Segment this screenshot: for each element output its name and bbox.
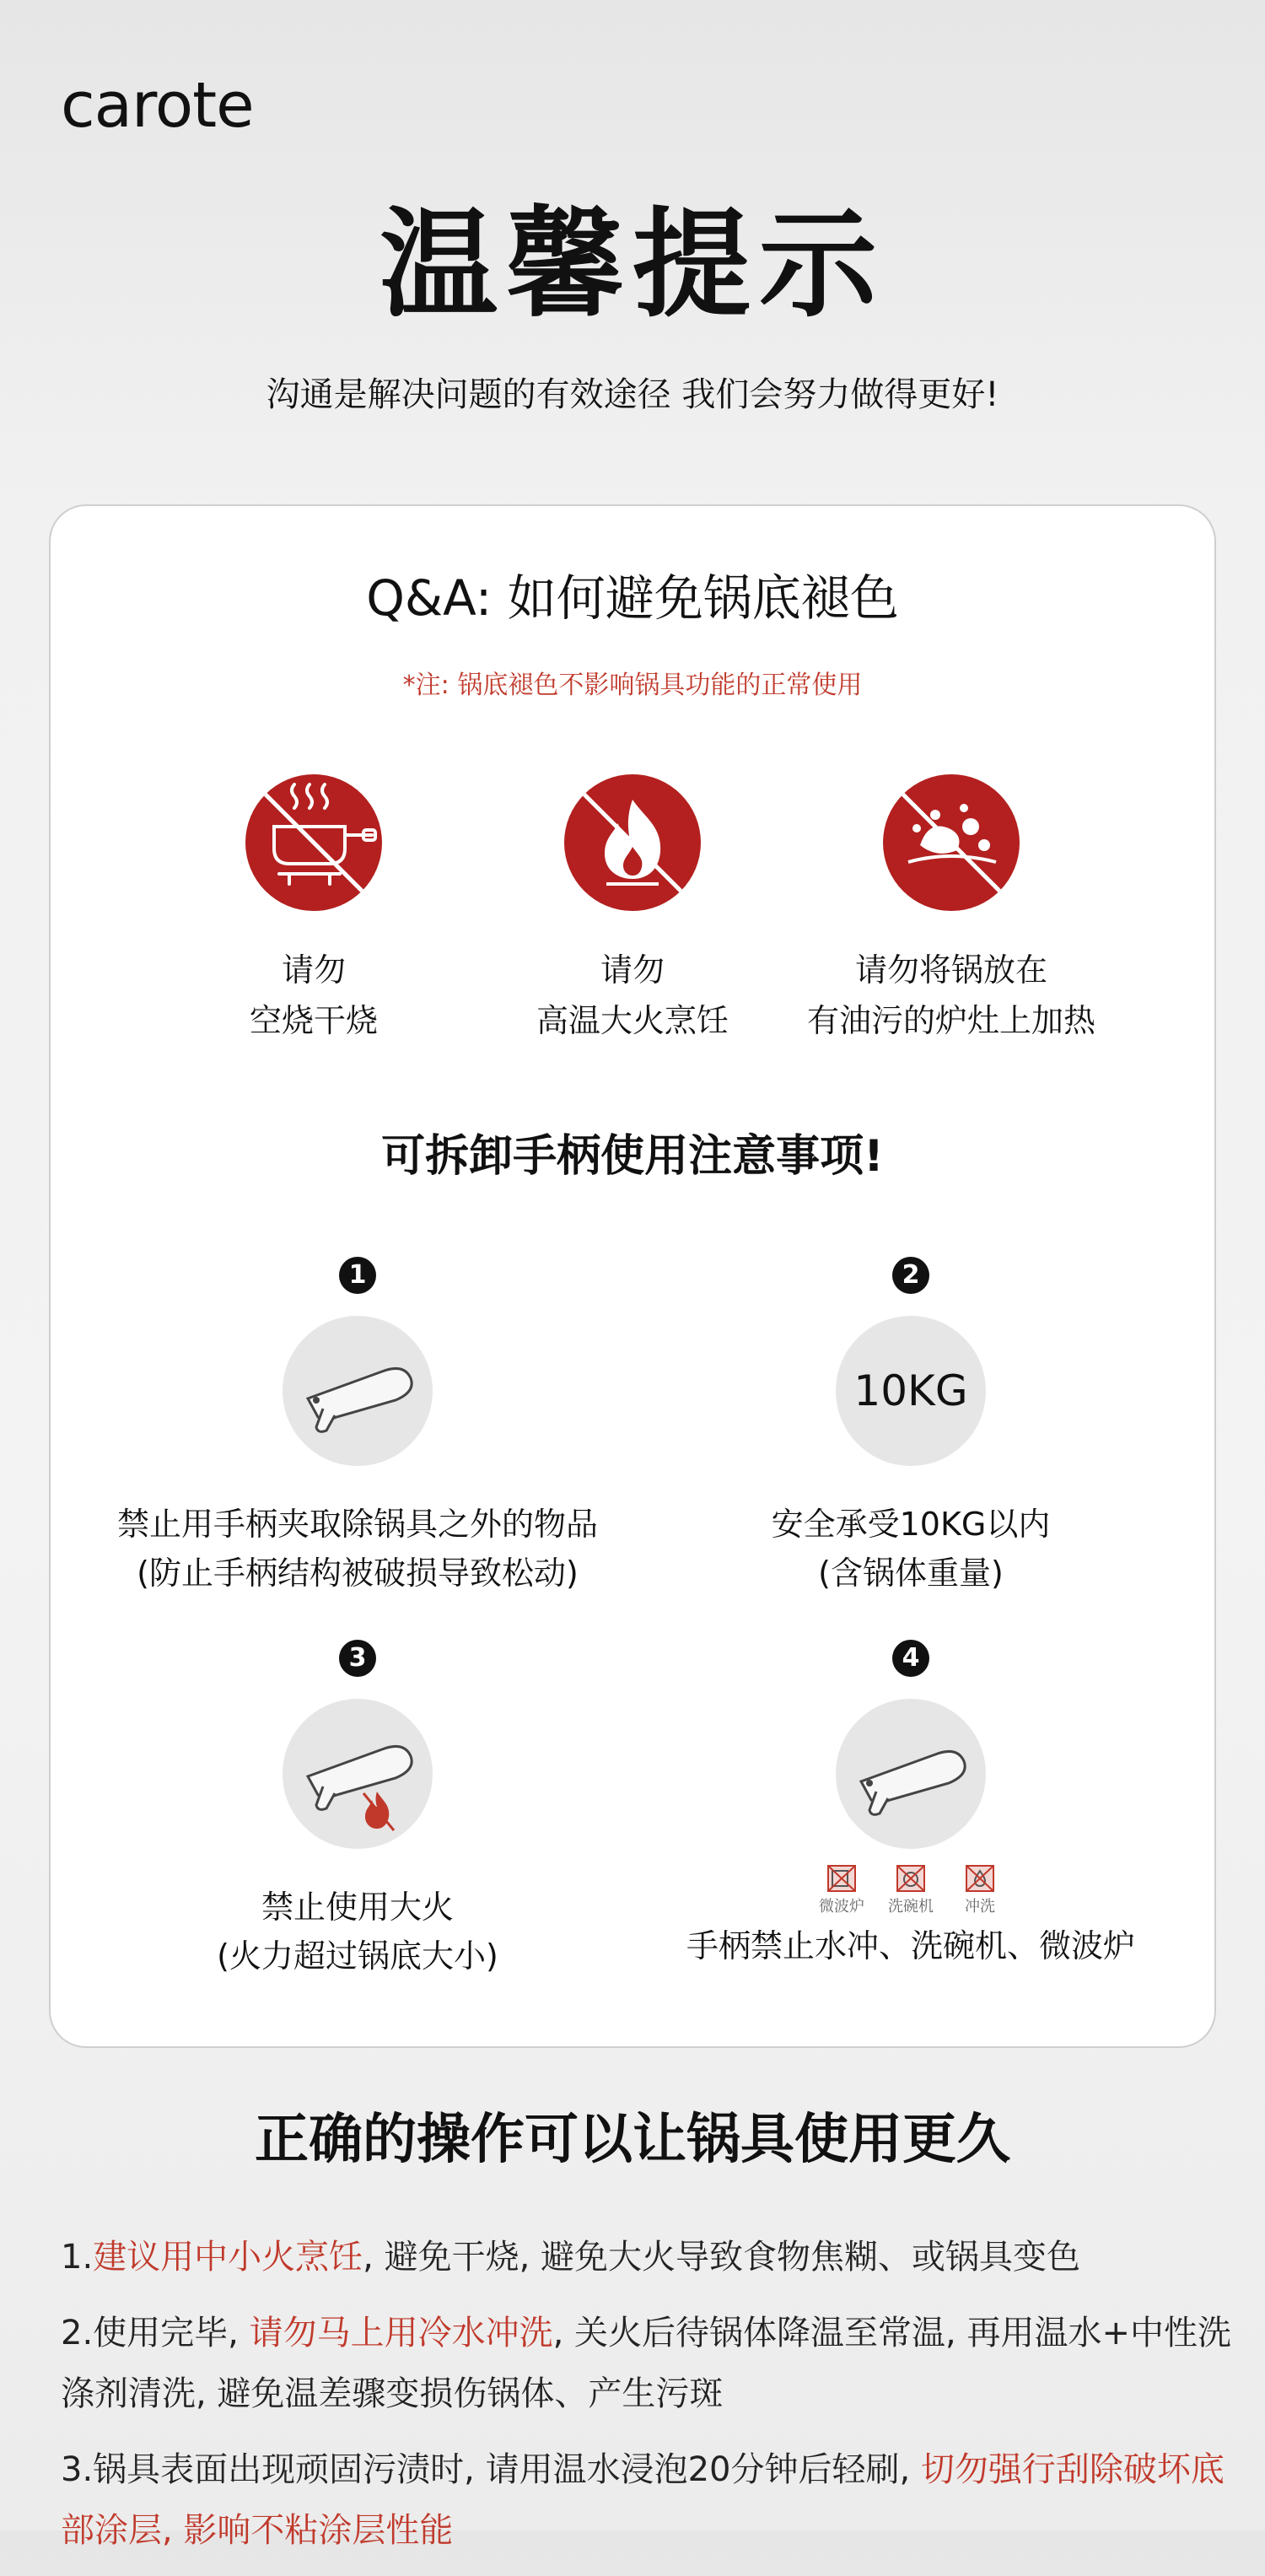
handle-item-line1: 安全承受10KG以内 (771, 1506, 1051, 1543)
handle-item-line2: (防止手柄结构被破损导致松动) (137, 1555, 579, 1592)
usage-tip-1 (61, 2227, 1233, 2288)
qa-item-dry-burn (128, 774, 499, 1046)
tips-card (49, 504, 1216, 2048)
no-high-flame-icon (564, 774, 701, 911)
tip-text: , 避免干烧, 避免大火导致食物焦糊、或锅具变色 (363, 2238, 1081, 2277)
handle-item-1 (88, 1257, 627, 1598)
handle-section-title: 可拆卸手柄使用注意事项! (381, 1131, 884, 1182)
usage-title: 正确的操作可以让锅具使用更久 (255, 2109, 1010, 2171)
no-microwave (815, 1864, 869, 1915)
no-oily-stove-icon (883, 774, 1020, 911)
handle-item-line2: (含锅体重量) (818, 1555, 1004, 1592)
handle-icon (283, 1316, 433, 1466)
tip-highlight: 切勿强行刮除破坏底部涂层, 影响不粘涂层性能 (61, 2450, 1225, 2550)
step-number: 3 (339, 1640, 376, 1677)
prohibited-methods (641, 1864, 1181, 1915)
qa-item-line1: 请勿将锅放在 (854, 951, 1047, 989)
mini-label: 洗碗机 (888, 1898, 934, 1916)
handle-item-line1: 禁止用手柄夹取除锅具之外的物品 (116, 1506, 598, 1543)
no-dishwasher (884, 1864, 938, 1915)
qa-item-line2: 高温大火烹饪 (536, 1002, 729, 1039)
tip-highlight: 建议用中小火烹饪 (93, 2238, 363, 2277)
qa-item-line2: 空烧干烧 (249, 1002, 378, 1039)
step-number: 1 (339, 1257, 376, 1294)
handle-item-line2: (火力超过锅底大小) (217, 1937, 498, 1975)
page-title: 温馨提示 (379, 197, 886, 334)
tip-text: , 关火后待锅体降温至常温, 再用温水+中性洗涤剂清洗, 避免温差骤变损伤锅体、产生污斑 (61, 2314, 1231, 2413)
weight-limit-text: 10KG (853, 1366, 968, 1415)
no-dishwasher-icon (896, 1864, 926, 1893)
usage-tips (61, 2227, 1233, 2576)
handle-item-4 (641, 1640, 1181, 1970)
no-dry-burn-icon (245, 774, 382, 911)
weight-limit-icon (836, 1316, 986, 1466)
tip-text: 3.锅具表面出现顽固污渍时, 请用温水浸泡20分钟后轻刷, (61, 2450, 921, 2489)
qa-title: Q&A: 如何避免锅底褪色 (366, 569, 899, 627)
no-rinse-icon (965, 1864, 995, 1893)
brand-logo: carote (61, 69, 254, 142)
qa-item-oily-stove (766, 774, 1137, 1046)
usage-tip-2 (61, 2303, 1233, 2424)
tip-text: 1. (61, 2238, 94, 2277)
no-rinse (953, 1864, 1007, 1915)
step-number: 4 (892, 1640, 929, 1677)
handle-icon (836, 1699, 986, 1849)
mini-label: 微波炉 (819, 1898, 864, 1916)
qa-item-line1: 请勿 (600, 951, 665, 989)
qa-note: *注: 锅底褪色不影响锅具功能的正常使用 (402, 671, 863, 700)
handle-item-2 (641, 1257, 1181, 1598)
tip-highlight: 请勿马上用冷水冲洗 (249, 2314, 553, 2352)
no-microwave-icon (826, 1864, 857, 1893)
step-number: 2 (892, 1257, 929, 1294)
usage-tip-3 (61, 2439, 1233, 2561)
mini-label: 冲洗 (965, 1898, 995, 1916)
qa-item-line1: 请勿 (281, 951, 346, 989)
qa-item-line2: 有油污的炉灶上加热 (806, 1002, 1095, 1039)
handle-item-line1: 禁止使用大火 (261, 1889, 454, 1926)
tip-text: 2.使用完毕, (61, 2314, 250, 2352)
handle-item-line1: 手柄禁止水冲、洗碗机、微波炉 (686, 1927, 1135, 1964)
handle-item-3 (88, 1640, 627, 1981)
page-subtitle: 沟通是解决问题的有效途径 我们会努力做得更好! (266, 375, 999, 414)
qa-item-high-flame (447, 774, 818, 1046)
handle-no-fire-icon (283, 1699, 433, 1849)
